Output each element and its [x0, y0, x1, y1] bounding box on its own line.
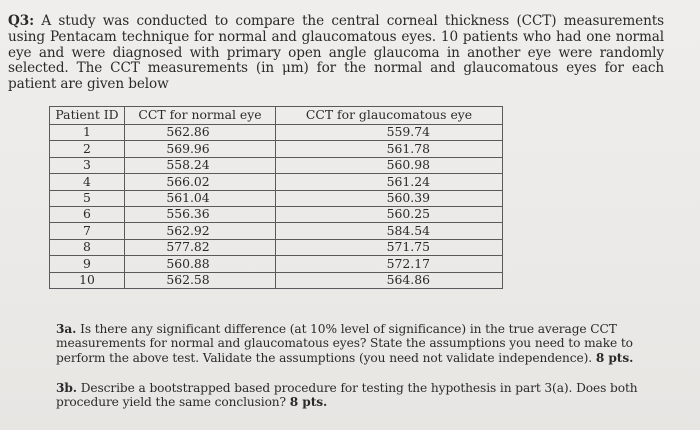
cct-glaucomatous-cell: 559.74: [276, 125, 503, 141]
cct-normal-cell: 562.58: [125, 272, 276, 288]
question-intro: [8, 14, 664, 93]
cct-normal-cell: 566.02: [125, 174, 276, 190]
header-cct-normal: CCT for normal eye: [125, 107, 276, 125]
cct-glaucomatous-cell: 561.78: [276, 141, 503, 157]
patient-id-cell: 8: [50, 239, 125, 255]
table-row: [50, 256, 503, 272]
table-body: [50, 125, 503, 289]
table-row: [50, 206, 503, 222]
patient-id-cell: 5: [50, 190, 125, 206]
question-3a-points: 8 pts.: [595, 350, 634, 365]
cct-normal-cell: 560.88: [125, 256, 276, 272]
question-3a-label: 3a.: [56, 322, 77, 336]
cct-normal-cell: 562.86: [125, 125, 276, 141]
header-patient-id: Patient ID: [50, 107, 125, 125]
cct-glaucomatous-cell: 561.24: [276, 174, 503, 190]
question-3a: [56, 322, 656, 365]
cct-glaucomatous-cell: 560.25: [276, 206, 503, 222]
patient-id-cell: 6: [50, 206, 125, 222]
table-row: [50, 174, 503, 190]
table-row: [50, 272, 503, 288]
question-3b-text: Describe a bootstrapped based procedure for testing the hypothesis in part 3(a). Does both procedure yield the same conclusion?: [56, 381, 638, 410]
cct-normal-cell: 558.24: [125, 157, 276, 173]
question-intro-text: A study was conducted to compare the central corneal thickness (CCT) measurements using Pentacam technique for normal and glaucomatous eyes. 10 patients who had one normal eye and were diagnosed with primary open angle glaucoma in another eye were randomly selected. The CCT measurements (in μm) for the normal and glaucomatous eyes for each patient are given below: [8, 13, 664, 93]
cct-normal-cell: 569.96: [125, 141, 276, 157]
table-row: [50, 125, 503, 141]
question-number: Q3:: [8, 13, 35, 29]
table-row: [50, 190, 503, 206]
cct-normal-cell: 556.36: [125, 206, 276, 222]
cct-glaucomatous-cell: 572.17: [276, 256, 503, 272]
table-row: [50, 141, 503, 157]
header-cct-glaucomatous: CCT for glaucomatous eye: [276, 107, 503, 125]
cct-glaucomatous-cell: 584.54: [276, 223, 503, 239]
question-3a-text: Is there any significant difference (at 10% level of significance) in the true average CCT measurements for normal and glaucomatous eyes? State the assumptions you need to make to perform the above test. Validate the assumptions (you need not validate independence).: [56, 322, 633, 365]
cct-glaucomatous-cell: 571.75: [276, 239, 503, 255]
patient-id-cell: 7: [50, 223, 125, 239]
table-row: [50, 223, 503, 239]
table-row: [50, 157, 503, 173]
patient-id-cell: 2: [50, 141, 125, 157]
cct-glaucomatous-cell: 564.86: [276, 272, 503, 288]
question-3b-label: 3b.: [56, 381, 77, 395]
cct-table: [49, 106, 503, 289]
question-3b-points: 8 pts.: [289, 395, 328, 410]
question-3b: [56, 381, 656, 410]
patient-id-cell: 9: [50, 256, 125, 272]
table-header-row: [50, 107, 503, 125]
cct-glaucomatous-cell: 560.98: [276, 157, 503, 173]
patient-id-cell: 10: [50, 272, 125, 288]
patient-id-cell: 1: [50, 125, 125, 141]
patient-id-cell: 3: [50, 157, 125, 173]
cct-normal-cell: 577.82: [125, 239, 276, 255]
patient-id-cell: 4: [50, 174, 125, 190]
cct-normal-cell: 562.92: [125, 223, 276, 239]
cct-glaucomatous-cell: 560.39: [276, 190, 503, 206]
table-row: [50, 239, 503, 255]
cct-normal-cell: 561.04: [125, 190, 276, 206]
